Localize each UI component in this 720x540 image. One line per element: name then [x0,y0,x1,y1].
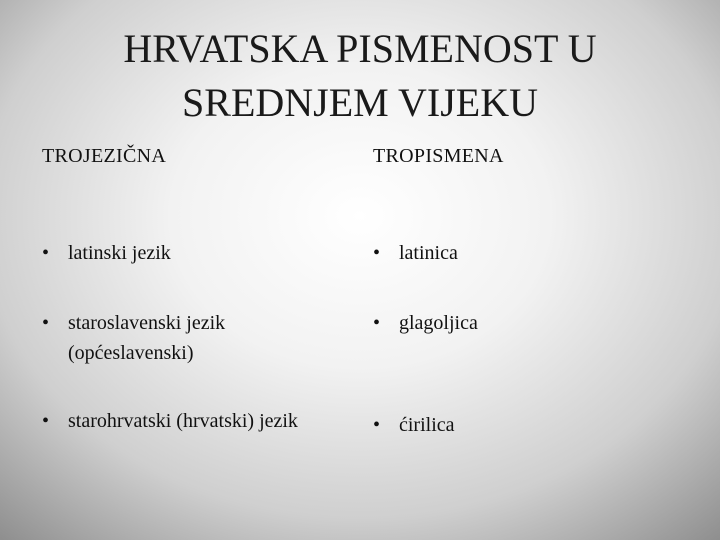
right-list-item-3-text: ćirilica [399,414,455,436]
left-list-item-1-text: latinski jezik [68,242,171,264]
slide-title [60,22,660,130]
left-column-heading: TROJEZIČNA [42,145,167,167]
left-list-item-2-text: staroslavenski jezik [68,312,226,334]
right-list-item-3 [373,410,455,440]
slide-title-line-2: SREDNJEM VIJEKU [182,80,538,125]
left-list-item-1 [42,238,171,268]
left-list-item-3 [42,406,298,436]
left-list-item-3-text: starohrvatski (hrvatski) jezik [68,410,298,432]
bullet-icon: • [42,312,50,334]
right-column-heading: TROPISMENA [373,145,504,167]
left-list-item-2 [42,308,225,368]
bullet-icon: • [373,242,381,264]
right-list-item-1-text: latinica [399,242,458,264]
bullet-icon: • [42,410,50,432]
bullet-icon: • [42,242,50,264]
bullet-icon: • [373,414,381,436]
left-list-item-2-subtext: (općeslavenski) [68,342,194,364]
right-list-item-2-text: glagoljica [399,312,478,334]
right-list-item-2 [373,308,478,338]
bullet-icon: • [373,312,381,334]
right-list-item-1 [373,238,458,268]
slide-title-line-1: HRVATSKA PISMENOST U [123,26,597,71]
